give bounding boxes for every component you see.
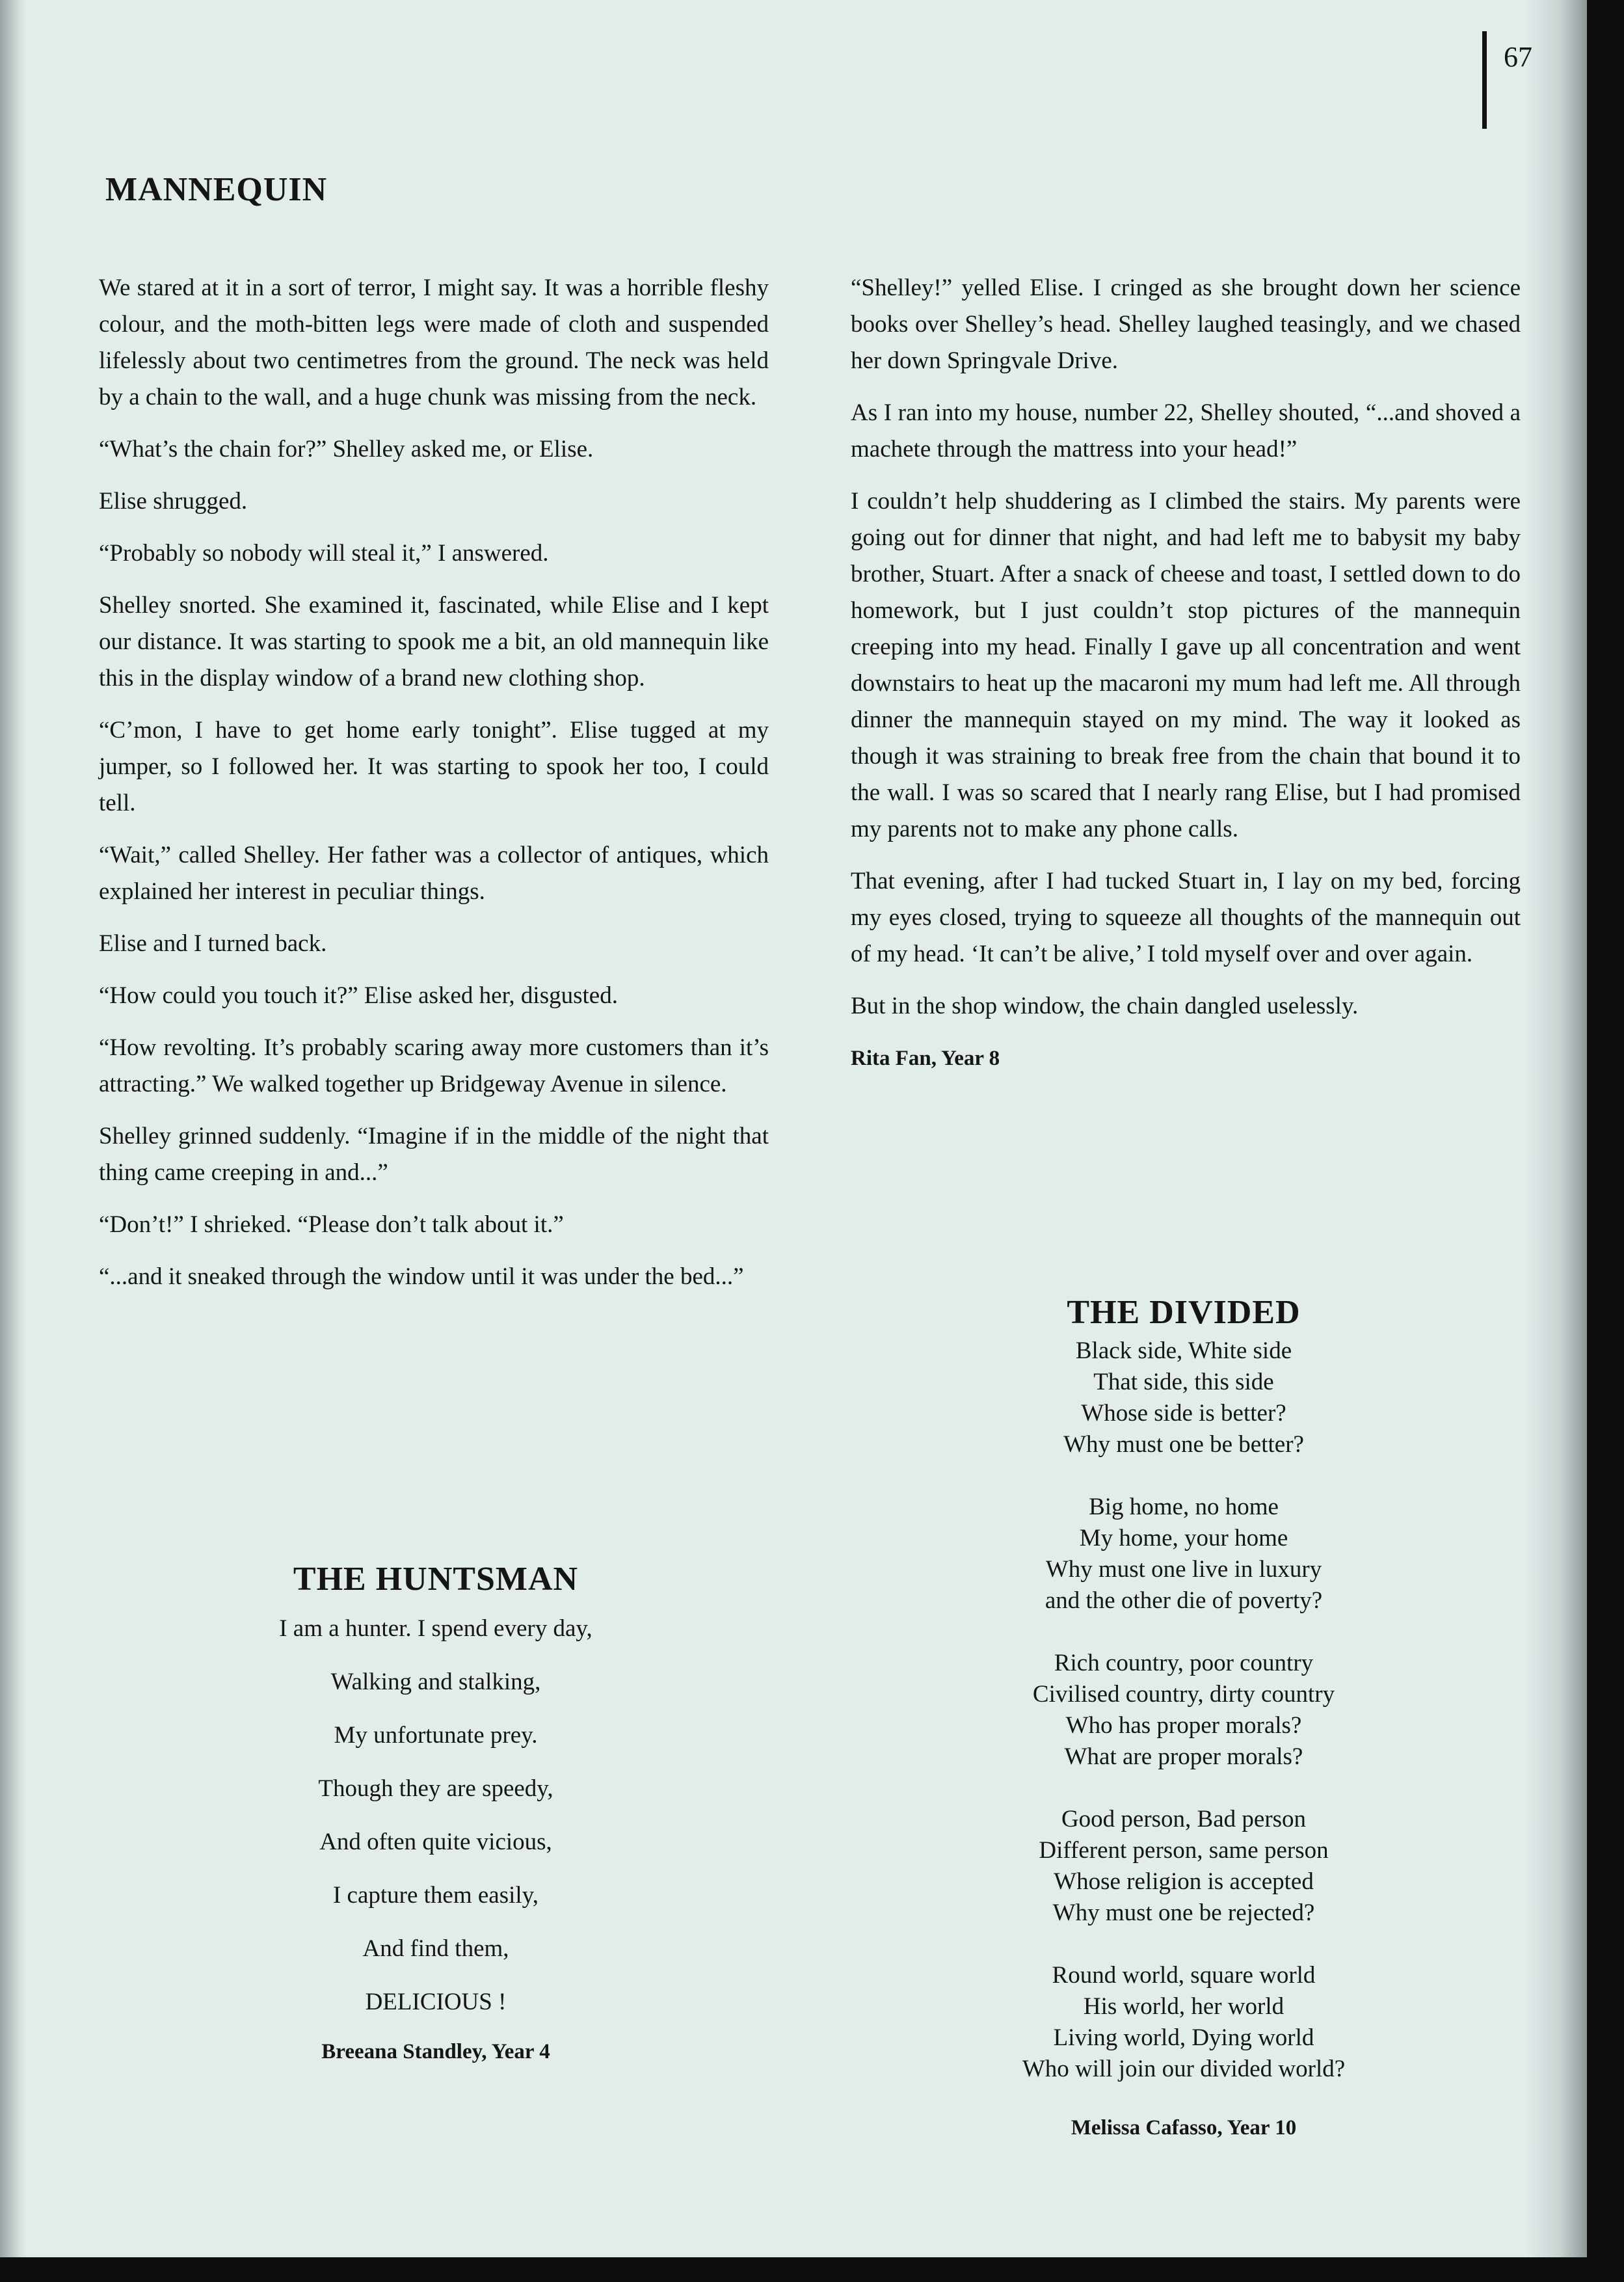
poem-line: His world, her world [1083,1993,1285,2020]
paragraph: That evening, after I had tucked Stuart in, I lay on my bed, forcing my eyes closed, trying to squeeze all thoughts of the mannequin out of my head. ‘It can’t be alive,’ I told myself over and over again. [851,868,1521,967]
poem-line: Why must one be rejected? [1052,1899,1315,1926]
page-edge-shadow [1525,0,1587,2257]
poem-line: Round world, square world [1052,1962,1316,1989]
poem-line: Rich country, poor country [1054,1650,1314,1676]
poem-line: Though they are speedy, [318,1775,553,1802]
page-number-bar [1482,31,1487,129]
paragraph: Elise and I turned back. [99,930,327,957]
paragraph: Shelley snorted. She examined it, fascinated, while Elise and I kept our distance. It was starting to spook me a bit, an old mannequin like this in the display window of a brand new clothing shop. [99,592,769,691]
poem-line: Civilised country, dirty country [1032,1681,1335,1708]
huntsman-title: THE HUNTSMAN [293,1561,579,1598]
paragraph: But in the shop window, the chain dangled uselessly. [851,993,1359,1019]
poem-line: That side, this side [1093,1369,1274,1395]
divided-poem [852,1293,1515,2140]
poem-line: DELICIOUS ! [365,1989,507,2015]
poem-stanza [852,1648,1515,1773]
poem-line: My unfortunate prey. [334,1722,538,1749]
paragraph: “How revolting. It’s probably scaring away more customers than it’s attracting.” We walked together up Bridgeway Avenue in silence. [99,1034,769,1097]
poem-line: Black side, White side [1075,1337,1292,1364]
mannequin-title: MANNEQUIN [105,171,328,208]
paragraph: “How could you touch it?” Elise asked her, disgusted. [99,982,618,1009]
mannequin-left-column [99,270,769,1311]
poem-line: And often quite vicious, [319,1829,552,1855]
paragraph: “Wait,” called Shelley. Her father was a collector of antiques, which explained her interest in peculiar things. [99,842,769,905]
poem-stanza [852,1960,1515,2085]
divided-author: Melissa Cafasso, Year 10 [1071,2116,1297,2140]
poem-stanza [852,1336,1515,1460]
poem-stanza [852,1492,1515,1617]
poem-line: What are proper morals? [1064,1743,1303,1770]
poem-line: and the other die of poverty? [1045,1587,1323,1614]
poem-line: Good person, Bad person [1061,1806,1307,1832]
paragraph: “What’s the chain for?” Shelley asked me, or Elise. [99,436,594,463]
poem-line: Living world, Dying world [1053,2024,1314,2051]
poem-line: Who has proper morals? [1065,1712,1302,1739]
paragraph: Elise shrugged. [99,488,248,515]
paragraph: I couldn’t help shuddering as I climbed the stairs. My parents were going out for dinner that night, and had left me to babysit my baby brother, Stuart. After a snack of cheese and toast, I settled down to do homework, but I just couldn’t stop pictures of the mannequin creeping into my head. Finally I gave up all concentration and went downstairs to heat up the macaroni my mum had left me. All through dinner the mannequin stayed on my mind. The way it looked as though it was straining to break free from the chain that bound it to the wall. I was so scared that I nearly rang Elise, but I had promised my parents not to make any phone calls. [851,488,1521,842]
poem-line: Why must one live in luxury [1045,1556,1322,1583]
poem-stanza [852,1804,1515,1929]
poem-line: Whose side is better? [1081,1400,1286,1427]
paragraph: “C’mon, I have to get home early tonight”. Elise tugged at my jumper, so I followed her. It was starting to spook her too, I could tell. [99,717,769,816]
mannequin-author: Rita Fan, Year 8 [851,1047,1000,1070]
mannequin-right-column [851,270,1521,1092]
poem-line: Big home, no home [1089,1494,1279,1520]
paragraph: “Probably so nobody will steal it,” I answered. [99,540,549,567]
paragraph: “Shelley!” yelled Elise. I cringed as she brought down her science books over Shelley’s head. Shelley laughed teasingly, and we chased her down Springvale Drive. [851,275,1521,374]
poem-line: I capture them easily, [332,1882,539,1909]
divided-title: THE DIVIDED [1067,1294,1301,1331]
paragraph: We stared at it in a sort of terror, I might say. It was a horrible fleshy colour, and the moth-bitten legs were made of cloth and suspended lifelessly about two centimetres from the ground. The neck was held by a chain to the wall, and a huge chunk was missing from the neck. [99,275,769,410]
poem-line: Who will join our divided world? [1022,2056,1346,2082]
paragraph: “...and it sneaked through the window until it was under the bed...” [99,1263,744,1290]
page-spine-shadow [0,0,27,2257]
huntsman-poem [104,1560,767,2074]
poem-line: Why must one be better? [1063,1431,1304,1458]
poem-line: And find them, [362,1935,509,1962]
paragraph: “Don’t!” I shrieked. “Please don’t talk about it.” [99,1211,564,1238]
poem-line: Walking and stalking, [330,1669,541,1695]
paragraph: Shelley grinned suddenly. “Imagine if in the middle of the night that thing came creeping in and...” [99,1123,769,1186]
page-number: 67 [1504,41,1532,73]
paragraph: As I ran into my house, number 22, Shelley shouted, “...and shoved a machete through the mattress into your head!” [851,399,1521,463]
poem-line: Whose religion is accepted [1054,1868,1314,1895]
huntsman-author: Breeana Standley, Year 4 [321,2040,550,2063]
poem-line: Different person, same person [1039,1837,1329,1864]
poem-line: I am a hunter. I spend every day, [279,1615,592,1642]
poem-line: My home, your home [1079,1525,1288,1551]
